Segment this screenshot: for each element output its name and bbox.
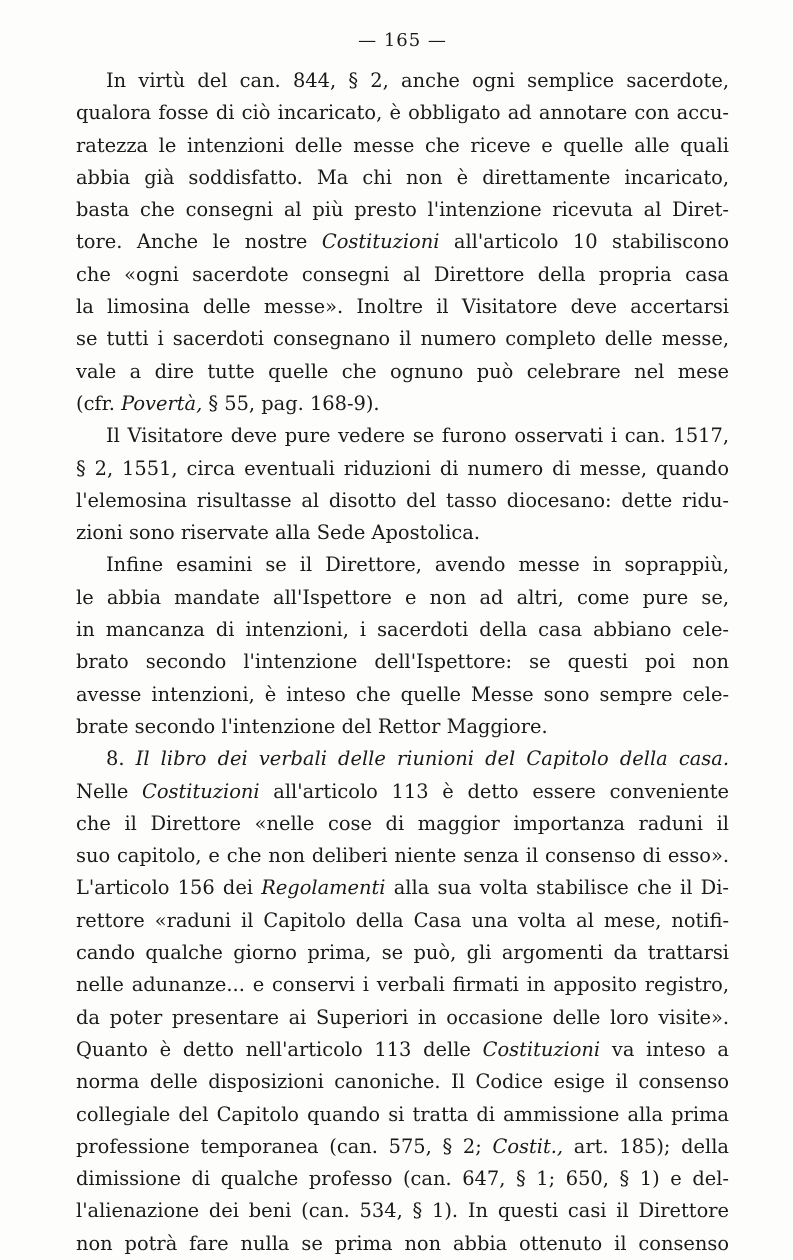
text-line: collegiale del Capitolo quando si tratta di ammissione alla prima — [76, 1102, 729, 1126]
text-line: basta che consegni al più presto l'intenzione ricevuta al Diret- — [76, 198, 729, 222]
text-line: (cfr. Povertà, § 55, pag. 168-9). — [76, 391, 380, 415]
text-line: Nelle Costituzioni all'articolo 113 è detto essere conveniente — [76, 779, 729, 803]
text-line: se tutti i sacerdoti consegnano il numero completo delle messe, — [76, 327, 729, 351]
text-line: ratezza le intenzioni delle messe che riceve e quelle alle quali — [76, 133, 729, 157]
text-line: Il Visitatore deve pure vedere se furono osservati i can. 1517, — [106, 424, 729, 448]
text-line: che il Direttore «nelle cose di maggior importanza raduni il — [76, 811, 729, 835]
text-line: in mancanza di intenzioni, i sacerdoti della casa abbiano cele- — [76, 618, 729, 642]
section-title: Il libro dei verbali delle riunioni del Capitolo della casa. — [135, 747, 729, 771]
italic-title: Povertà, — [121, 391, 203, 415]
paragraph-2 — [76, 420, 729, 549]
text-line: L'articolo 156 dei Regolamenti alla sua volta stabilisce che il Di- — [76, 876, 729, 900]
text-line: Quanto è detto nell'articolo 113 delle Costituzioni va inteso a — [76, 1037, 729, 1061]
text-line: brate secondo l'intenzione del Rettor Maggiore. — [76, 714, 548, 738]
text-line: la limosina delle messe». Inoltre il Visitatore deve accertarsi — [76, 295, 729, 319]
text-line: Infine esamini se il Direttore, avendo messe in soprappiù, — [106, 553, 729, 577]
text-line: brato secondo l'intenzione dell'Ispettore: se questi poi non — [76, 650, 729, 674]
text-line: rettore «raduni il Capitolo della Casa una volta al mese, notifi- — [76, 908, 729, 932]
text-line: l'elemosina risultasse al disotto del tasso diocesano: dette ridu- — [76, 488, 729, 512]
text-line: l'alienazione dei beni (can. 534, § 1). In questi casi il Direttore — [76, 1199, 729, 1223]
text-line: norma delle disposizioni canoniche. Il Codice esige il consenso — [76, 1070, 729, 1094]
text-line: cando qualche giorno prima, se può, gli argomenti da trattarsi — [76, 941, 729, 965]
text-line: tore. Anche le nostre Costituzioni all'articolo 10 stabiliscono — [76, 230, 729, 254]
text-line: nelle adunanze... e conservi i verbali firmati in apposito registro, — [76, 973, 729, 997]
text-line: professione temporanea (can. 575, § 2; Costit., art. 185); della — [76, 1134, 729, 1158]
text-line: abbia già soddisfatto. Ma chi non è direttamente incaricato, — [76, 165, 729, 189]
text-line: dimissione di qualche professo (can. 647, § 1; 650, § 1) e del- — [76, 1167, 729, 1191]
text-line: qualora fosse di ciò incaricato, è obbligato ad annotare con accu- — [76, 101, 729, 125]
paragraph-1 — [76, 65, 729, 420]
text-line: zioni sono riservate alla Sede Apostolica. — [76, 521, 481, 545]
text-line: In virtù del can. 844, § 2, anche ogni semplice sacerdote, — [106, 69, 729, 92]
text-line: da poter presentare ai Superiori in occasione delle loro visite». — [76, 1005, 729, 1029]
text-line: che «ogni sacerdote consegni al Direttore della propria casa — [76, 262, 729, 286]
text-line: non potrà fare nulla se prima non abbia ottenuto il consenso — [76, 1231, 729, 1255]
italic-title: Costituzioni — [321, 230, 440, 254]
text-line: vale a dire tutte quelle che ognuno può celebrare nel mese — [76, 359, 729, 383]
text-line: § 2, 1551, circa eventuali riduzioni di numero di messe, quando — [76, 456, 729, 480]
section-8-paragraph — [76, 743, 729, 1260]
section-heading: 8. Il libro dei verbali delle riunioni del Capitolo della casa. — [106, 747, 729, 771]
text-line: suo capitolo, e che non deliberi niente senza il consenso di esso». — [76, 844, 729, 868]
text-line: avesse intenzioni, è inteso che quelle Messe sono sempre cele- — [76, 682, 729, 706]
text-line: le abbia mandate all'Ispettore e non ad altri, come pure se, — [76, 585, 729, 609]
page-number: — 165 — — [358, 30, 447, 51]
paragraph-3 — [76, 549, 729, 743]
